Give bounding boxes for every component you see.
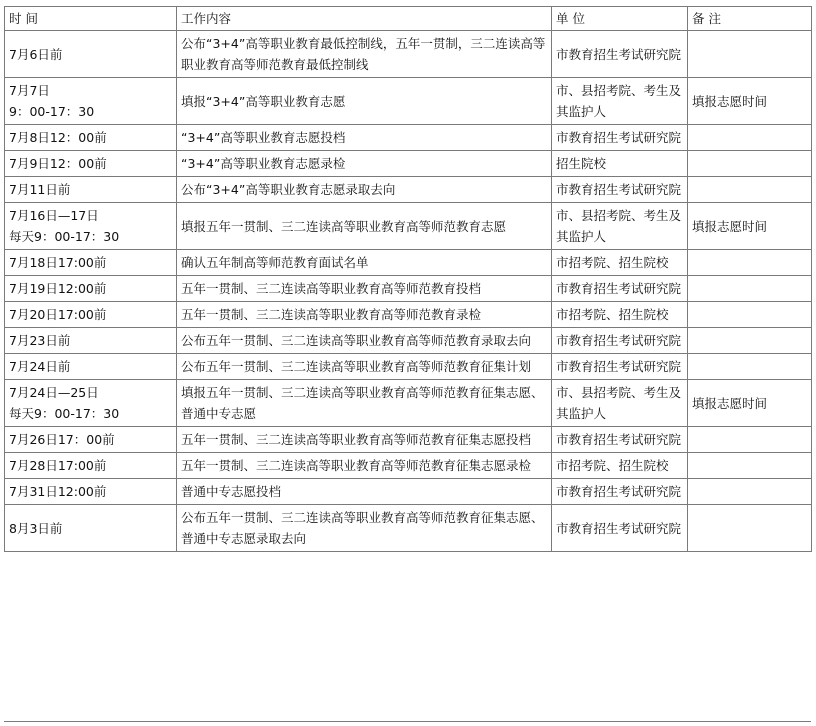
unit-cell: 市、县招考院、考生及其监护人 xyxy=(552,380,688,427)
note-cell xyxy=(688,302,812,328)
time-cell: 7月28日17:00前 xyxy=(5,453,177,479)
table-row xyxy=(5,177,812,203)
time-cell: 7月16日—17日 每天9：00-17：30 xyxy=(5,203,177,250)
time-cell: 8月3日前 xyxy=(5,505,177,552)
unit-cell: 市招考院、招生院校 xyxy=(552,453,688,479)
content-cell: 填报“3+4”高等职业教育志愿 xyxy=(177,78,552,125)
unit-cell: 市招考院、招生院校 xyxy=(552,302,688,328)
content-cell: 公布五年一贯制、三二连读高等职业教育高等师范教育征集志愿、普通中专志愿录取去向 xyxy=(177,505,552,552)
unit-cell: 招生院校 xyxy=(552,151,688,177)
unit-cell: 市教育招生考试研究院 xyxy=(552,177,688,203)
time-cell: 7月8日12：00前 xyxy=(5,125,177,151)
note-cell xyxy=(688,479,812,505)
time-cell: 7月23日前 xyxy=(5,328,177,354)
table-row xyxy=(5,78,812,125)
table-row xyxy=(5,151,812,177)
unit-cell: 市教育招生考试研究院 xyxy=(552,354,688,380)
note-cell: 填报志愿时间 xyxy=(688,203,812,250)
unit-cell: 市教育招生考试研究院 xyxy=(552,125,688,151)
unit-cell: 市教育招生考试研究院 xyxy=(552,479,688,505)
unit-cell: 市教育招生考试研究院 xyxy=(552,328,688,354)
unit-cell: 市教育招生考试研究院 xyxy=(552,427,688,453)
unit-cell: 市教育招生考试研究院 xyxy=(552,276,688,302)
content-cell: 填报五年一贯制、三二连读高等职业教育高等师范教育志愿 xyxy=(177,203,552,250)
time-cell: 7月18日17:00前 xyxy=(5,250,177,276)
time-cell: 7月9日12：00前 xyxy=(5,151,177,177)
note-cell xyxy=(688,328,812,354)
table-header-row xyxy=(5,7,812,31)
table-body xyxy=(5,31,812,552)
note-cell xyxy=(688,427,812,453)
note-cell xyxy=(688,31,812,78)
table-row xyxy=(5,203,812,250)
content-cell: 填报五年一贯制、三二连读高等职业教育高等师范教育征集志愿、普通中专志愿 xyxy=(177,380,552,427)
table-row xyxy=(5,125,812,151)
table-row xyxy=(5,276,812,302)
header-content: 工作内容 xyxy=(177,7,552,31)
content-cell: 公布“3+4”高等职业教育志愿录取去向 xyxy=(177,177,552,203)
unit-cell: 市教育招生考试研究院 xyxy=(552,505,688,552)
note-cell xyxy=(688,125,812,151)
table-row xyxy=(5,31,812,78)
content-cell: 五年一贯制、三二连读高等职业教育高等师范教育录检 xyxy=(177,302,552,328)
time-cell: 7月26日17：00前 xyxy=(5,427,177,453)
table-row xyxy=(5,380,812,427)
content-cell: 普通中专志愿投档 xyxy=(177,479,552,505)
note-cell xyxy=(688,151,812,177)
unit-cell: 市、县招考院、考生及其监护人 xyxy=(552,78,688,125)
time-cell: 7月19日12:00前 xyxy=(5,276,177,302)
table-row xyxy=(5,302,812,328)
table-bottom-border xyxy=(4,721,811,722)
table-row xyxy=(5,479,812,505)
table-row xyxy=(5,250,812,276)
time-cell: 7月6日前 xyxy=(5,31,177,78)
time-cell: 7月20日17:00前 xyxy=(5,302,177,328)
content-cell: 公布五年一贯制、三二连读高等职业教育高等师范教育征集计划 xyxy=(177,354,552,380)
content-cell: “3+4”高等职业教育志愿投档 xyxy=(177,125,552,151)
content-cell: 公布“3+4”高等职业教育最低控制线，五年一贯制，三二连读高等职业教育高等师范教育最低控制线 xyxy=(177,31,552,78)
admission-schedule-table xyxy=(4,6,812,552)
note-cell xyxy=(688,177,812,203)
header-note: 备 注 xyxy=(688,7,812,31)
note-cell xyxy=(688,276,812,302)
time-cell: 7月31日12:00前 xyxy=(5,479,177,505)
unit-cell: 市、县招考院、考生及其监护人 xyxy=(552,203,688,250)
table-row xyxy=(5,505,812,552)
content-cell: 五年一贯制、三二连读高等职业教育高等师范教育投档 xyxy=(177,276,552,302)
note-cell: 填报志愿时间 xyxy=(688,78,812,125)
content-cell: 五年一贯制、三二连读高等职业教育高等师范教育征集志愿录检 xyxy=(177,453,552,479)
unit-cell: 市招考院、招生院校 xyxy=(552,250,688,276)
table-row xyxy=(5,453,812,479)
content-cell: 五年一贯制、三二连读高等职业教育高等师范教育征集志愿投档 xyxy=(177,427,552,453)
content-cell: 确认五年制高等师范教育面试名单 xyxy=(177,250,552,276)
unit-cell: 市教育招生考试研究院 xyxy=(552,31,688,78)
time-cell: 7月24日前 xyxy=(5,354,177,380)
note-cell xyxy=(688,453,812,479)
header-unit: 单 位 xyxy=(552,7,688,31)
header-time: 时 间 xyxy=(5,7,177,31)
note-cell xyxy=(688,354,812,380)
time-cell: 7月11日前 xyxy=(5,177,177,203)
content-cell: 公布五年一贯制、三二连读高等职业教育高等师范教育录取去向 xyxy=(177,328,552,354)
time-cell: 7月7日 9：00-17：30 xyxy=(5,78,177,125)
table-row xyxy=(5,354,812,380)
content-cell: “3+4”高等职业教育志愿录检 xyxy=(177,151,552,177)
note-cell xyxy=(688,250,812,276)
note-cell xyxy=(688,505,812,552)
time-cell: 7月24日—25日 每天9：00-17：30 xyxy=(5,380,177,427)
table-row xyxy=(5,328,812,354)
note-cell: 填报志愿时间 xyxy=(688,380,812,427)
table-row xyxy=(5,427,812,453)
